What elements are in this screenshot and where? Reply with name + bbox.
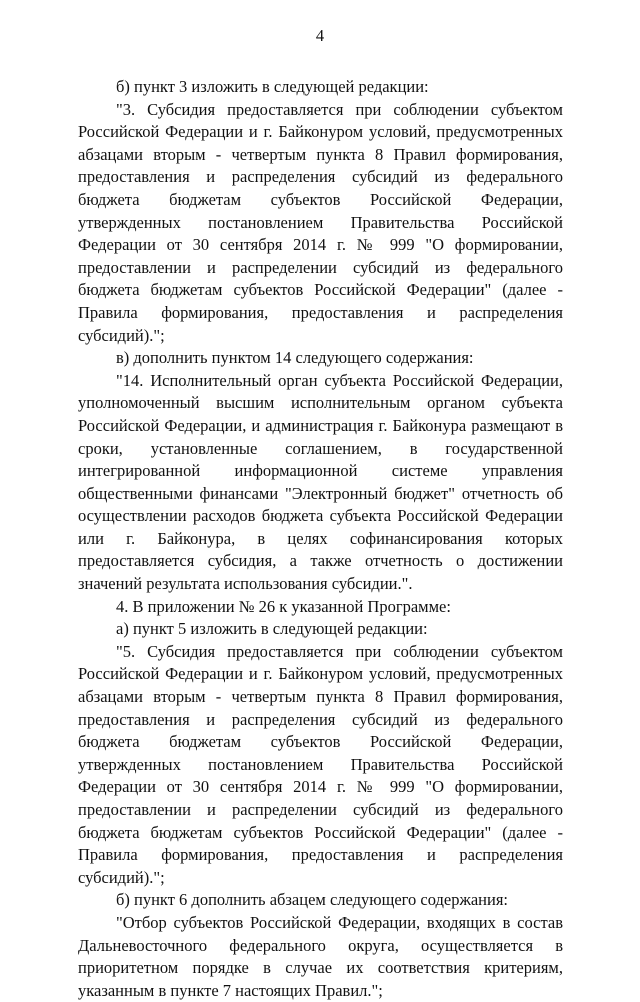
- paragraph-point-14-text: "14. Исполнительный орган субъекта Российской Федерации, уполномоченный высшим исполнительным органом субъекта Российской Федерации, и администрация г. Байконура размещают в сроки, установленные соглашением, в государственной интегрированной информационной системе управления общественными финансами "Электронный бюджет" отчетность об осуществлении расходов бюджета субъекта Российской Федерации или г. Байконура, в целях софинансирования которых предоставляется субсидия, а также отчетность о достижении значений результата использования субсидии.".: [78, 370, 563, 594]
- paragraph-point-5-text: "5. Субсидия предоставляется при соблюдении субъектом Российской Федерации и г. Байконуром условий, предусмотренных абзацами вторым - четвертым пункта 8 Правил формирования, предоставления и распределения субсидий из федерального бюджета бюджетам субъектов Российской Федерации, утвержденных постановлением Правительства Российской Федерации от 30 сентября 2014 г. № 999 "О формировании, предоставлении и распределении субсидий из федерального бюджета бюджетам субъектов Российской Федерации" (далее - Правила формирования, предоставления и распределения субсидий).";: [78, 641, 563, 887]
- document-body: [78, 76, 563, 1002]
- paragraph-section-4: 4. В приложении № 26 к указанной Программе:: [116, 596, 451, 616]
- paragraph-item-a-point-5: а) пункт 5 изложить в следующей редакции:: [116, 619, 428, 639]
- paragraph-item-v-point-14: в) дополнить пунктом 14 следующего содержания:: [116, 348, 474, 368]
- page-number: 4: [315, 26, 325, 45]
- paragraph-item-b-point-6: б) пункт 6 дополнить абзацем следующего содержания:: [116, 890, 508, 910]
- paragraph-point-6-text: "Отбор субъектов Российской Федерации, входящих в состав Дальневосточного федерального округа, осуществляется в приоритетном порядке в случае их соответствия критериям, указанным в пункте 7 настоящих Правил.";: [78, 912, 563, 1000]
- paragraph-point-3-text: "3. Субсидия предоставляется при соблюдении субъектом Российской Федерации и г. Байконуром условий, предусмотренных абзацами вторым - четвертым пункта 8 Правил формирования, предоставления и распределения субсидий из федерального бюджета бюджетам субъектов Российской Федерации, утвержденных постановлением Правительства Российской Федерации от 30 сентября 2014 г. № 999 "О формировании, предоставлении и распределении субсидий из федерального бюджета бюджетам субъектов Российской Федерации" (далее - Правила формирования, предоставления и распределения субсидий).";: [78, 99, 563, 345]
- paragraph-item-b-point-3: б) пункт 3 изложить в следующей редакции:: [116, 77, 429, 96]
